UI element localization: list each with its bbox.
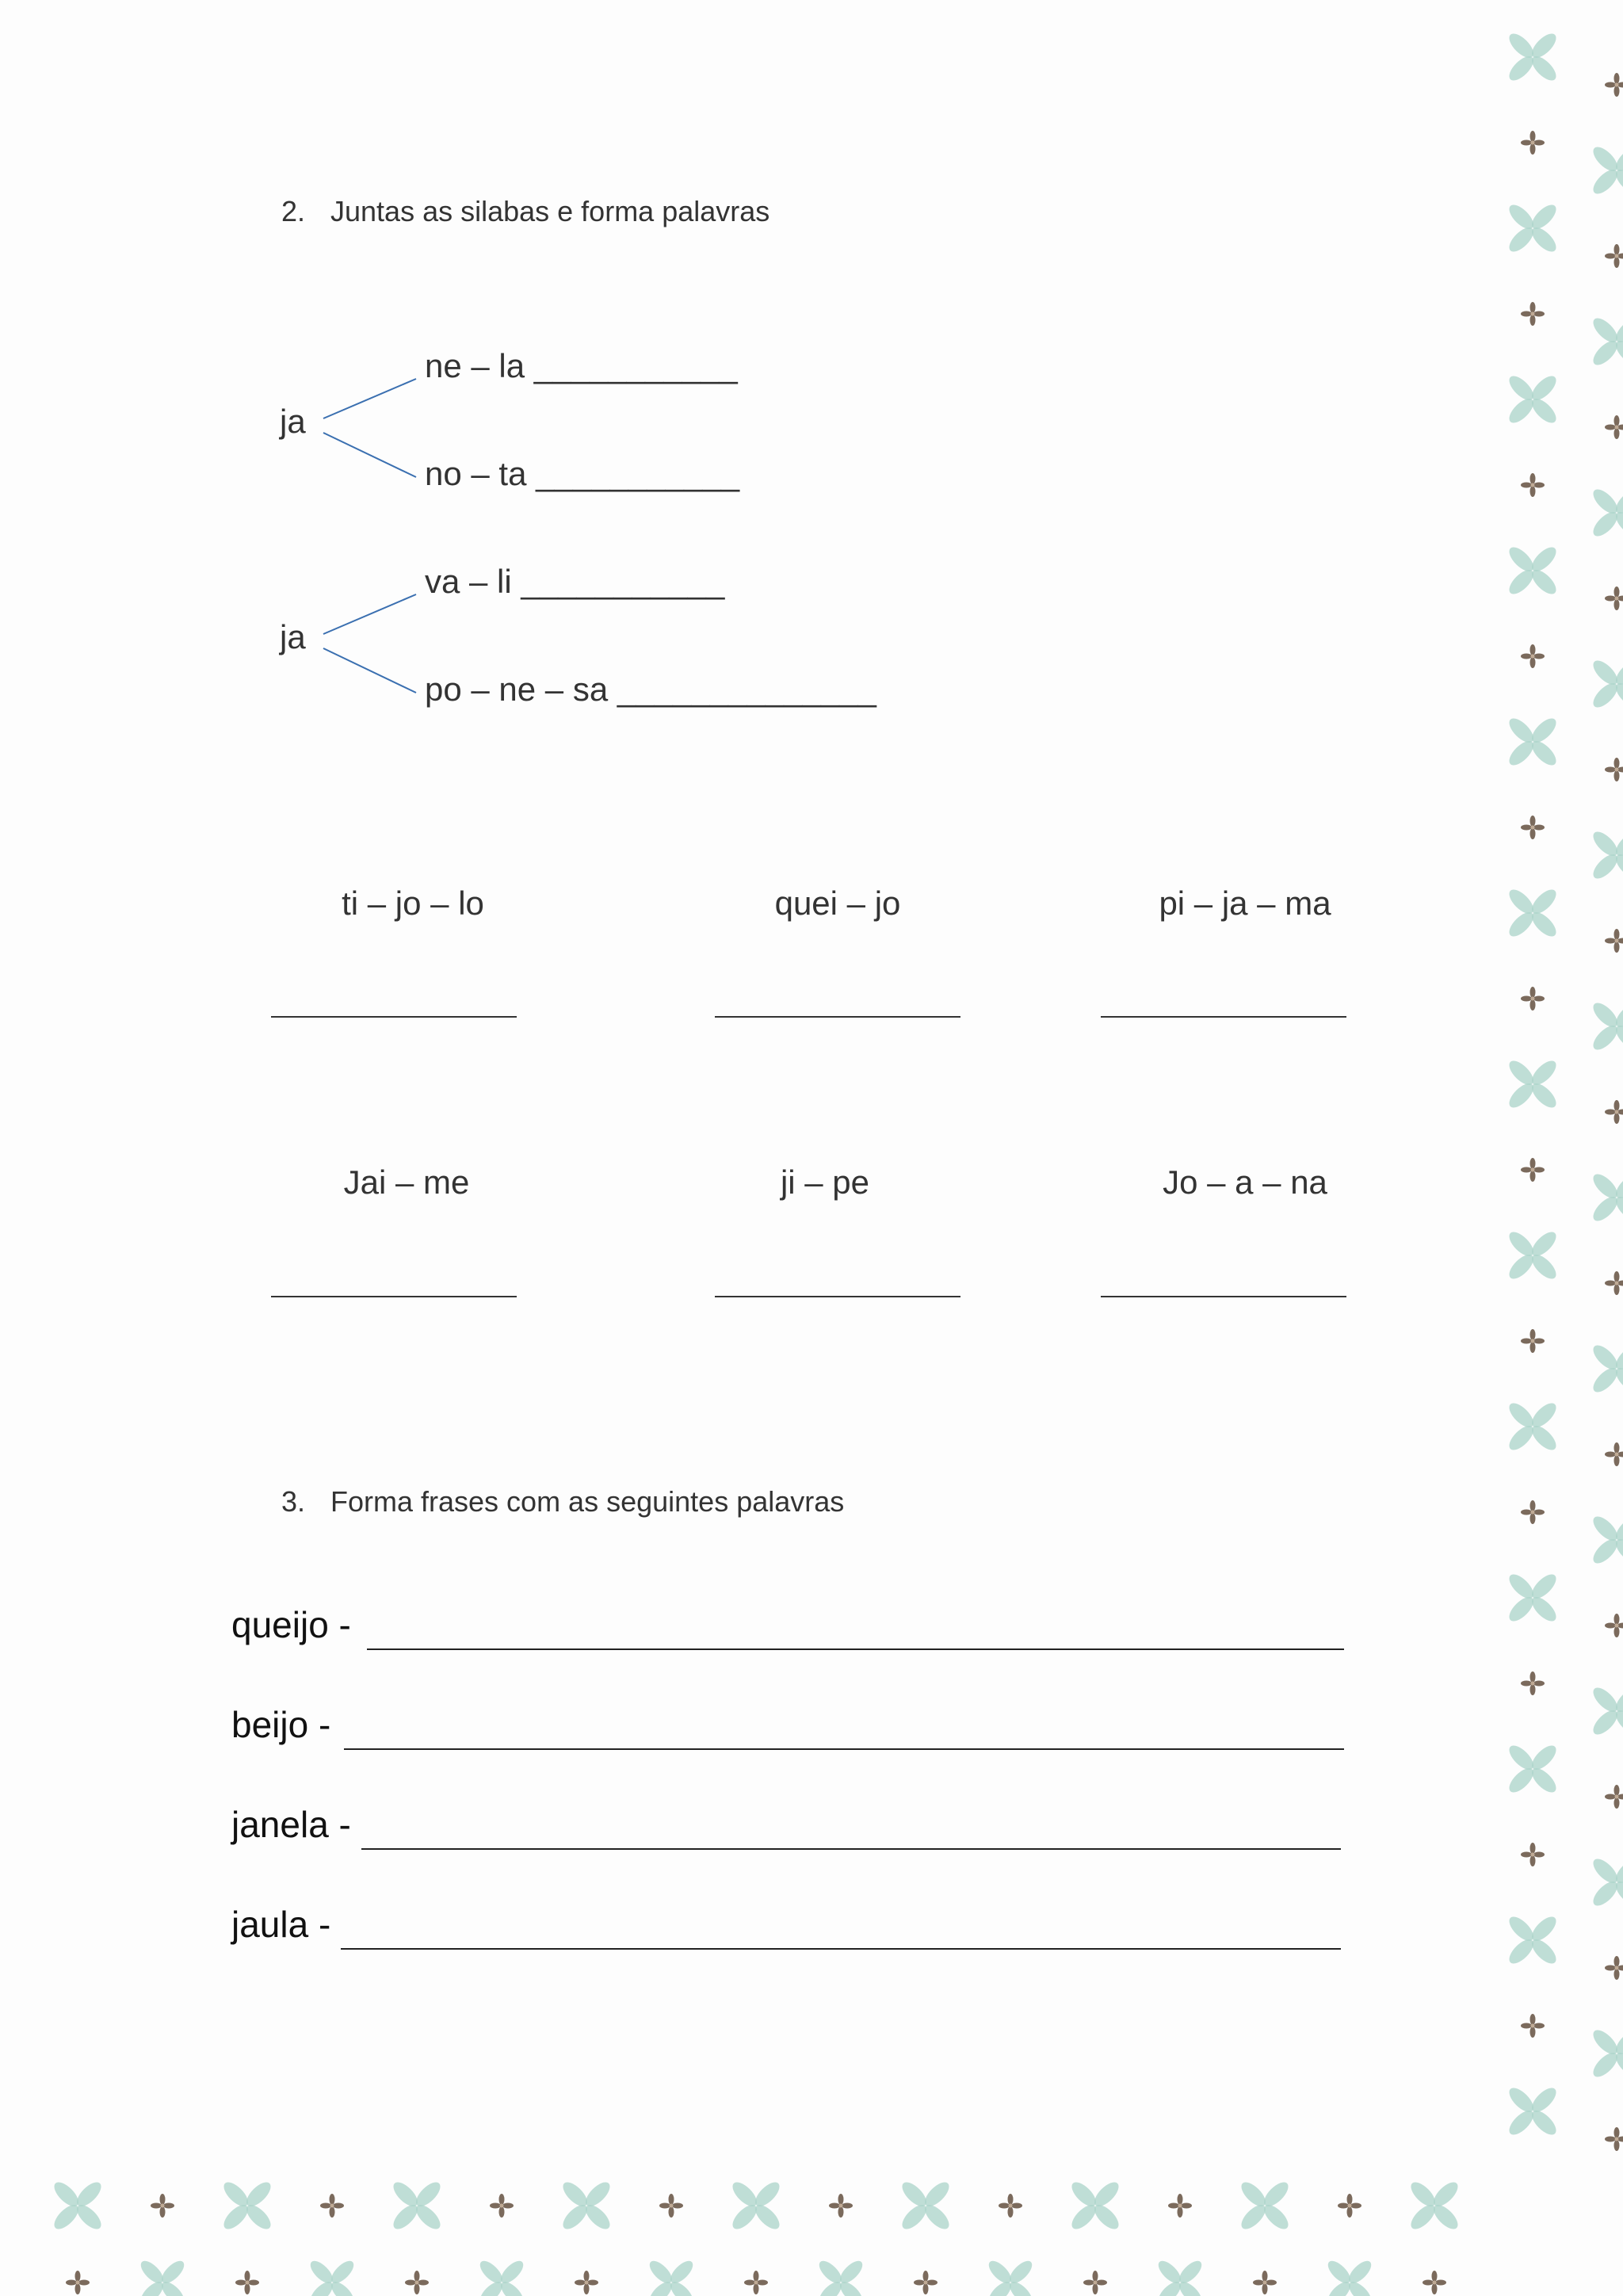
- leaf-cluster-icon: [1155, 2257, 1205, 2296]
- four-petal-flower-icon: [744, 2271, 768, 2294]
- right-border-pattern: [1505, 29, 1623, 2151]
- four-petal-flower-icon: [66, 2271, 90, 2294]
- leaf-cluster-icon: [1505, 1912, 1560, 1967]
- leaf-cluster-icon: [1505, 714, 1560, 769]
- sentence-prompt-jaula: jaula -: [231, 1904, 331, 1945]
- four-petal-flower-icon: [659, 2194, 683, 2218]
- leaf-cluster-icon: [1407, 2178, 1461, 2233]
- leaf-cluster-icon: [985, 2257, 1036, 2296]
- four-petal-flower-icon: [490, 2194, 514, 2218]
- four-petal-flower-icon: [1605, 929, 1623, 953]
- grid-word-1-1: ti – jo – lo: [342, 884, 484, 922]
- four-petal-flower-icon: [1605, 1785, 1623, 1809]
- grid-word-2-1: Jai – me: [343, 1163, 470, 1201]
- four-petal-flower-icon: [1605, 73, 1623, 97]
- four-petal-flower-icon: [1605, 244, 1623, 268]
- four-petal-flower-icon: [1521, 816, 1545, 839]
- sentence-prompt-beijo: beijo -: [231, 1704, 331, 1745]
- four-petal-flower-icon: [1521, 2014, 1545, 2038]
- four-petal-flower-icon: [1605, 758, 1623, 781]
- leaf-cluster-icon: [1505, 29, 1560, 84]
- sentence-prompt-queijo: queijo -: [231, 1604, 351, 1645]
- leaf-cluster-icon: [1589, 1512, 1623, 1567]
- leaf-cluster-icon: [476, 2257, 527, 2296]
- leaf-cluster-icon: [137, 2257, 188, 2296]
- leaf-cluster-icon: [1589, 143, 1623, 197]
- leaf-cluster-icon: [728, 2178, 783, 2233]
- leaf-cluster-icon: [1589, 2026, 1623, 2080]
- leaf-cluster-icon: [389, 2178, 444, 2233]
- four-petal-flower-icon: [1168, 2194, 1192, 2218]
- four-petal-flower-icon: [1605, 1956, 1623, 1980]
- leaf-cluster-icon: [1589, 827, 1623, 882]
- leaf-cluster-icon: [898, 2178, 953, 2233]
- answer-blank[interactable]: ___________: [521, 563, 725, 600]
- leaf-cluster-icon: [1589, 485, 1623, 540]
- sentence-prompt-janela: janela -: [231, 1804, 351, 1845]
- leaf-cluster-icon: [815, 2257, 866, 2296]
- four-petal-flower-icon: [1605, 415, 1623, 439]
- leaf-cluster-icon: [1067, 2178, 1122, 2233]
- tree-root-1: ja: [280, 403, 306, 440]
- answer-blank[interactable]: ___________: [533, 347, 738, 384]
- four-petal-flower-icon: [1605, 1442, 1623, 1466]
- tree-root-2: ja: [280, 618, 306, 655]
- four-petal-flower-icon: [1521, 644, 1545, 668]
- section-2-title: Juntas as silabas e forma palavras: [330, 195, 770, 227]
- four-petal-flower-icon: [1521, 131, 1545, 155]
- four-petal-flower-icon: [1521, 1158, 1545, 1182]
- four-petal-flower-icon: [1605, 1271, 1623, 1295]
- four-petal-flower-icon: [1521, 1671, 1545, 1695]
- four-petal-flower-icon: [914, 2271, 938, 2294]
- leaf-cluster-icon: [1589, 656, 1623, 711]
- four-petal-flower-icon: [1338, 2194, 1361, 2218]
- four-petal-flower-icon: [1083, 2271, 1107, 2294]
- leaf-cluster-icon: [220, 2178, 274, 2233]
- leaf-cluster-icon: [1505, 543, 1560, 598]
- leaf-cluster-icon: [1505, 1741, 1560, 1796]
- leaf-cluster-icon: [1237, 2178, 1292, 2233]
- section-3-title: Forma frases com as seguintes palavras: [330, 1485, 845, 1518]
- leaf-cluster-icon: [50, 2178, 105, 2233]
- leaf-cluster-icon: [307, 2257, 357, 2296]
- answer-blank[interactable]: ___________: [536, 455, 740, 492]
- leaf-cluster-icon: [1505, 885, 1560, 940]
- grid-word-1-3: pi – ja – ma: [1159, 884, 1331, 922]
- leaf-cluster-icon: [1505, 1570, 1560, 1625]
- leaf-cluster-icon: [646, 2257, 697, 2296]
- grid-word-2-2: ji – pe: [780, 1163, 870, 1201]
- leaf-cluster-icon: [559, 2178, 613, 2233]
- four-petal-flower-icon: [575, 2271, 598, 2294]
- section-3-number: 3.: [281, 1485, 306, 1518]
- leaf-cluster-icon: [1589, 999, 1623, 1053]
- four-petal-flower-icon: [1521, 1843, 1545, 1866]
- leaf-cluster-icon: [1589, 1341, 1623, 1396]
- branch-syllables: ne – la: [425, 347, 525, 384]
- four-petal-flower-icon: [235, 2271, 259, 2294]
- four-petal-flower-icon: [320, 2194, 344, 2218]
- four-petal-flower-icon: [1605, 1100, 1623, 1124]
- grid-word-2-3: Jo – a – na: [1163, 1163, 1327, 1201]
- four-petal-flower-icon: [1521, 473, 1545, 497]
- four-petal-flower-icon: [1521, 1500, 1545, 1524]
- four-petal-flower-icon: [1605, 586, 1623, 610]
- four-petal-flower-icon: [405, 2271, 429, 2294]
- leaf-cluster-icon: [1505, 372, 1560, 426]
- leaf-cluster-icon: [1505, 1056, 1560, 1111]
- leaf-cluster-icon: [1505, 1399, 1560, 1454]
- leaf-cluster-icon: [1589, 314, 1623, 369]
- four-petal-flower-icon: [1521, 987, 1545, 1010]
- four-petal-flower-icon: [1521, 302, 1545, 326]
- four-petal-flower-icon: [1605, 2127, 1623, 2151]
- four-petal-flower-icon: [999, 2194, 1022, 2218]
- bottom-border-pattern: [50, 2178, 1461, 2296]
- branch-syllables: no – ta: [425, 455, 527, 492]
- leaf-cluster-icon: [1324, 2257, 1375, 2296]
- branch-syllables: po – ne – sa: [425, 670, 609, 708]
- answer-blank[interactable]: ______________: [617, 670, 876, 708]
- grid-word-1-2: quei – jo: [774, 884, 901, 922]
- leaf-cluster-icon: [1505, 2084, 1560, 2138]
- leaf-cluster-icon: [1505, 1228, 1560, 1282]
- leaf-cluster-icon: [1589, 1855, 1623, 1909]
- leaf-cluster-icon: [1505, 201, 1560, 255]
- four-petal-flower-icon: [1521, 1329, 1545, 1353]
- four-petal-flower-icon: [1423, 2271, 1446, 2294]
- leaf-cluster-icon: [1589, 1683, 1623, 1738]
- leaf-cluster-icon: [1589, 1170, 1623, 1224]
- section-2-number: 2.: [281, 195, 306, 227]
- four-petal-flower-icon: [151, 2194, 174, 2218]
- four-petal-flower-icon: [1605, 1614, 1623, 1637]
- branch-syllables: va – li: [425, 563, 512, 600]
- four-petal-flower-icon: [1253, 2271, 1277, 2294]
- four-petal-flower-icon: [829, 2194, 853, 2218]
